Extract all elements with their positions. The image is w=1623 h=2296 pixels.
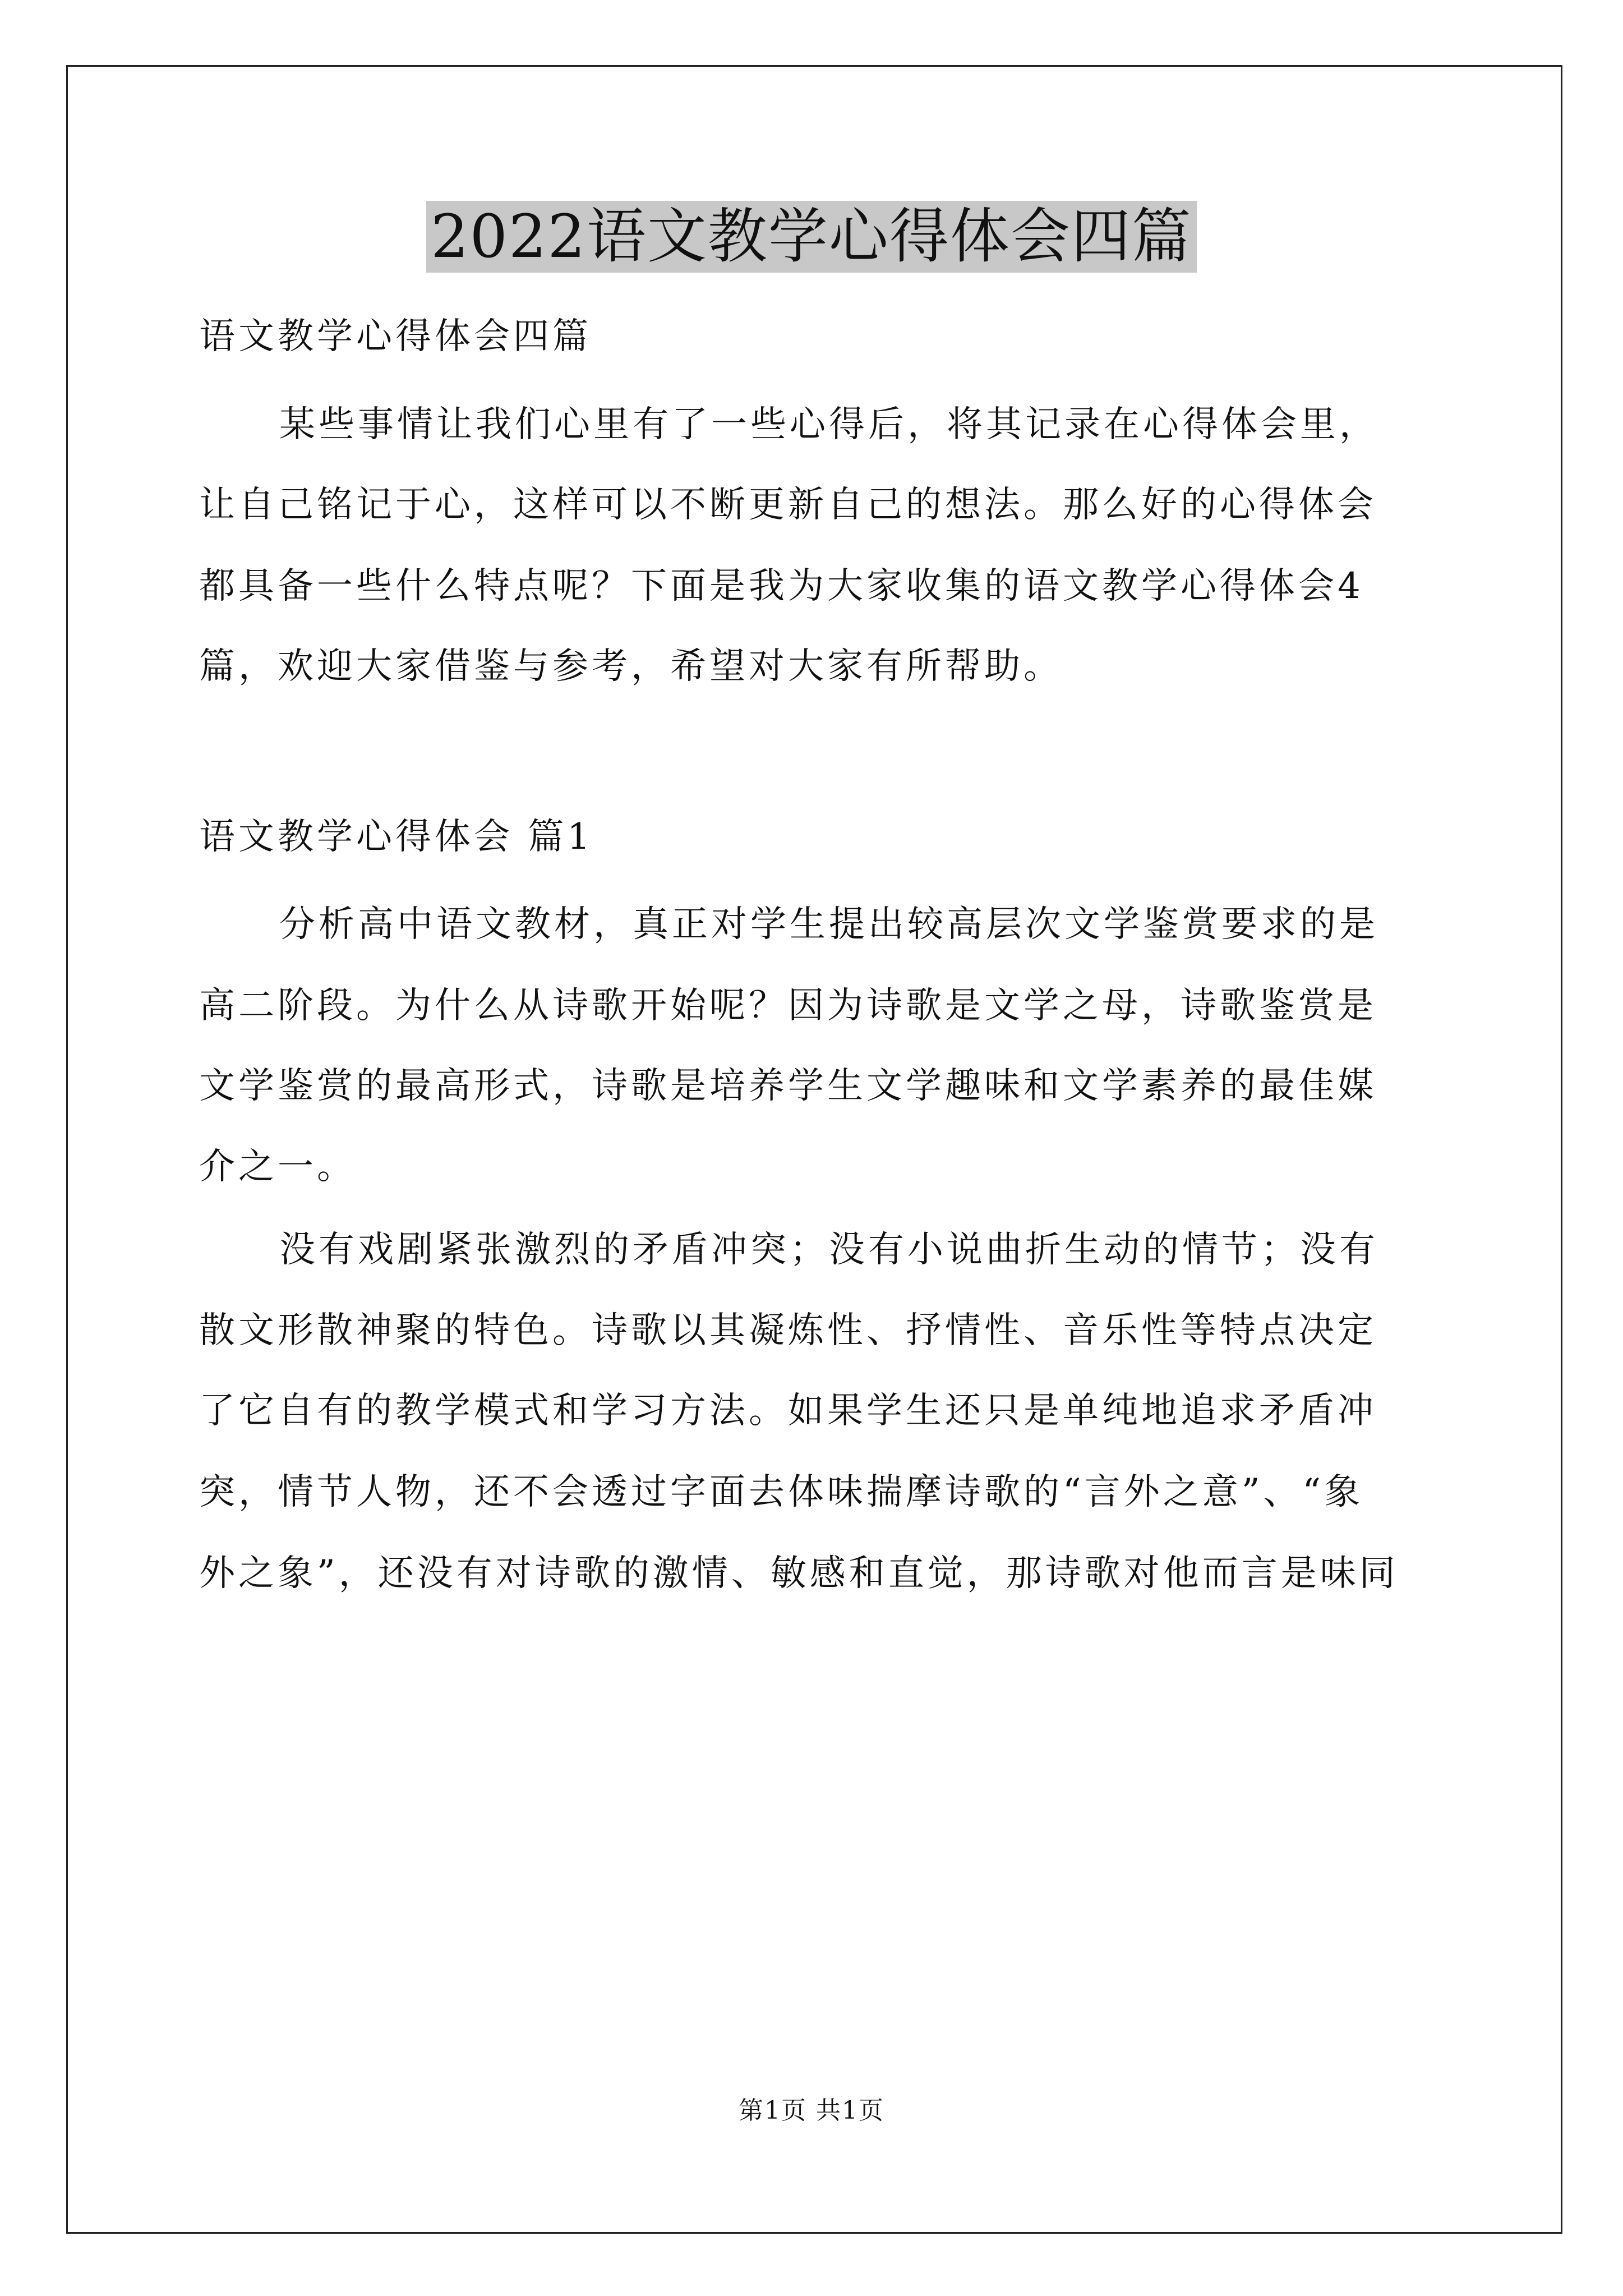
paragraph-line: 文学鉴赏的最高形式，诗歌是培养学生文学趣味和文学素养的最佳媒: [199, 1065, 1377, 1107]
paragraph-line: 突，情节人物，还不会透过字面去体味揣摩诗歌的“言外之意”、“象: [199, 1471, 1364, 1513]
title-container: [0, 201, 1623, 273]
page-number-footer: 第1页 共1页: [739, 2096, 884, 2125]
paragraph-line: 外之象”，还没有对诗歌的激情、敏感和直觉，那诗歌对他而言是味同: [199, 1553, 1399, 1594]
paragraph-line: 没有戏剧紧张激烈的矛盾冲突；没有小说曲折生动的情节；没有: [279, 1229, 1378, 1271]
section-heading: 语文教学心得体会四篇: [199, 316, 592, 357]
paragraph-line: 分析高中语文教材，真正对学生提出较高层次文学鉴赏要求的是: [279, 904, 1378, 945]
paragraph-line: 篇，欢迎大家借鉴与参考，希望对大家有所帮助。: [199, 646, 1063, 687]
section-heading: 语文教学心得体会 篇1: [199, 816, 594, 858]
document-title: 2022语文教学心得体会四篇: [426, 201, 1197, 273]
paragraph-line: 让自己铭记于心，这样可以不断更新自己的想法。那么好的心得体会: [199, 484, 1377, 526]
paragraph-line: 散文形散神聚的特色。诗歌以其凝炼性、抒情性、音乐性等特点决定: [199, 1310, 1377, 1351]
paragraph-line: 都具备一些什么特点呢？下面是我为大家收集的语文教学心得体会4: [199, 565, 1364, 607]
paragraph-line: 了它自有的教学模式和学习方法。如果学生还只是单纯地追求矛盾冲: [199, 1390, 1377, 1432]
paragraph-line: 介之一。: [199, 1146, 356, 1188]
paragraph-line: 某些事情让我们心里有了一些心得后，将其记录在心得体会里，: [279, 404, 1378, 445]
paragraph-line: 高二阶段。为什么从诗歌开始呢？因为诗歌是文学之母，诗歌鉴赏是: [199, 985, 1377, 1027]
